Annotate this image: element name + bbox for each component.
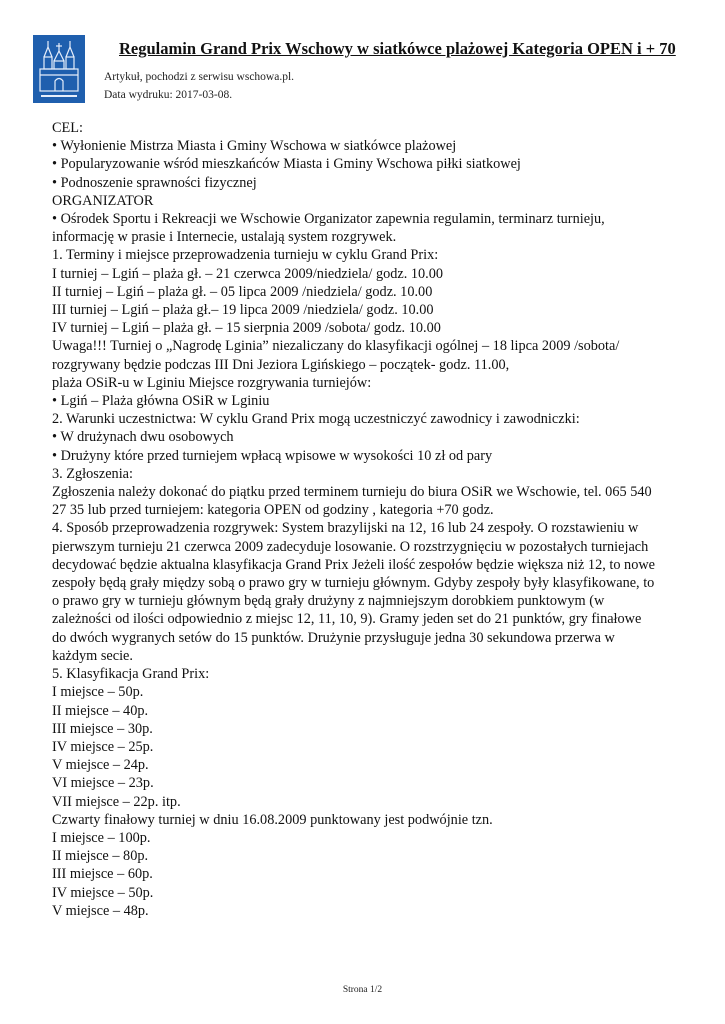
body-line: V miejsce – 24p. — [52, 757, 149, 774]
body-line: Czwarty finałowy turniej w dniu 16.08.2009 punktowany jest podwójnie tzn. — [52, 811, 493, 828]
body-line: Zgłoszenia należy dokonać do piątku przed terminem turnieju do biura OSiR we Wschowie, tel. 065 540 — [52, 484, 652, 501]
source-note: Artykuł, pochodzi z serwisu wschowa.pl. — [104, 71, 295, 83]
body-line: • Lgiń – Plaża główna OSiR w Lginiu — [52, 393, 270, 410]
body-line: Uwaga!!! Turniej o „Nagrodę Lginia” niezaliczany do klasyfikacji ogólnej – 18 lipca 2009 /sobota/ — [52, 338, 620, 355]
body-line: III miejsce – 30p. — [52, 720, 153, 737]
body-line: III turniej – Lgiń – plaża gł.– 19 lipca 2009 /niedziela/ godz. 10.00 — [52, 302, 434, 319]
body-line: • Popularyzowanie wśród mieszkańców Miasta i Gminy Wschowa piłki siatkowej — [52, 156, 521, 173]
body-line: zależności od ilości odpowiednio z miejsc 12, 11, 10, 9). Gramy jeden set do 21 punktów, gry finałowe — [52, 611, 642, 628]
print-date: Data wydruku: 2017-03-08. — [104, 89, 233, 101]
body-line: plaża OSiR-u w Lginiu Miejsce rozgrywania turniejów: — [52, 374, 372, 391]
body-line: III miejsce – 60p. — [52, 866, 153, 883]
body-line: 3. Zgłoszenia: — [52, 465, 133, 482]
body-line: 5. Klasyfikacja Grand Prix: — [52, 666, 210, 683]
page-number: Strona 1/2 — [342, 985, 383, 995]
body-line: • Ośrodek Sportu i Rekreacji we Wschowie Organizator zapewnia regulamin, terminarz turnieju, — [52, 211, 605, 228]
body-line: zespoły będą grały między sobą o prawo gry w turnieju głównym. Gdyby zespoły były klasyfikowane, to — [52, 575, 655, 592]
body-line: 2. Warunki uczestnictwa: W cyklu Grand Prix mogą uczestniczyć zawodnicy i zawodniczki: — [52, 411, 580, 428]
body-line: o prawo gry w turnieju głównym będą grały drużyny z najmniejszym dorobkiem punktowym (w — [52, 593, 605, 610]
body-line: do dwóch wygranych setów do 15 punktów. Drużynie przysługuje jedna 30 sekundowa przerwa w — [52, 629, 615, 646]
document-title: Regulamin Grand Prix Wschowy w siatkówce plażowej Kategoria OPEN i + 70 — [119, 39, 676, 58]
body-line: ORGANIZATOR — [52, 192, 154, 209]
body-line: każdym secie. — [52, 647, 133, 664]
body-line: II turniej – Lgiń – plaża gł. – 05 lipca 2009 /niedziela/ godz. 10.00 — [52, 283, 433, 300]
body-line: • Wyłonienie Mistrza Miasta i Gminy Wschowa w siatkówce plażowej — [52, 138, 457, 155]
body-line: IV turniej – Lgiń – plaża gł. – 15 sierpnia 2009 /sobota/ godz. 10.00 — [52, 320, 441, 337]
body-line: • W drużynach dwu osobowych — [52, 429, 234, 446]
body-line: II miejsce – 80p. — [52, 848, 149, 865]
body-line: I miejsce – 100p. — [52, 829, 151, 846]
body-line: CEL: — [52, 120, 83, 136]
body-line: I turniej – Lgiń – plaża gł. – 21 czerwca 2009/niedziela/ godz. 10.00 — [52, 265, 444, 282]
body-line: • Podnoszenie sprawności fizycznej — [52, 174, 257, 191]
body-line: informację w prasie i Internecie, ustalają system rozgrywek. — [52, 229, 397, 246]
body-line: 27 35 lub przed turniejem: kategoria OPEN od godziny , kategoria +70 godz. — [52, 502, 494, 519]
body-line: rozgrywany będzie podczas III Dni Jeziora Lgińskiego – początek- godz. 11.00, — [52, 356, 510, 373]
regulation-body — [52, 119, 672, 920]
wschowa-city-logo-icon — [33, 35, 85, 103]
body-line: II miejsce – 40p. — [52, 702, 149, 719]
body-line: I miejsce – 50p. — [52, 684, 144, 701]
body-line: 1. Terminy i miejsce przeprowadzenia turnieju w cyklu Grand Prix: — [52, 247, 439, 264]
body-line: decydować będzie aktualna klasyfikacja Grand Prix Jeżeli ilość zespołów będzie większa niż 12, to nowe — [52, 556, 656, 573]
body-line: pierwszym turnieju 21 czerwca 2009 zadecyduje losowanie. O rozstrzygnięciu w pozostałych turniejach — [52, 538, 649, 555]
body-line: IV miejsce – 50p. — [52, 884, 154, 901]
body-line: VII miejsce – 22p. itp. — [52, 793, 181, 810]
body-line: V miejsce – 48p. — [52, 902, 149, 919]
body-line: IV miejsce – 25p. — [52, 738, 154, 755]
body-line: 4. Sposób przeprowadzenia rozgrywek: System brazylijski na 12, 16 lub 24 zespoły. O rozstawieniu w — [52, 520, 639, 537]
body-line: VI miejsce – 23p. — [52, 775, 154, 792]
body-line: • Drużyny które przed turniejem wpłacą wpisowe w wysokości 10 zł od pary — [52, 447, 493, 464]
